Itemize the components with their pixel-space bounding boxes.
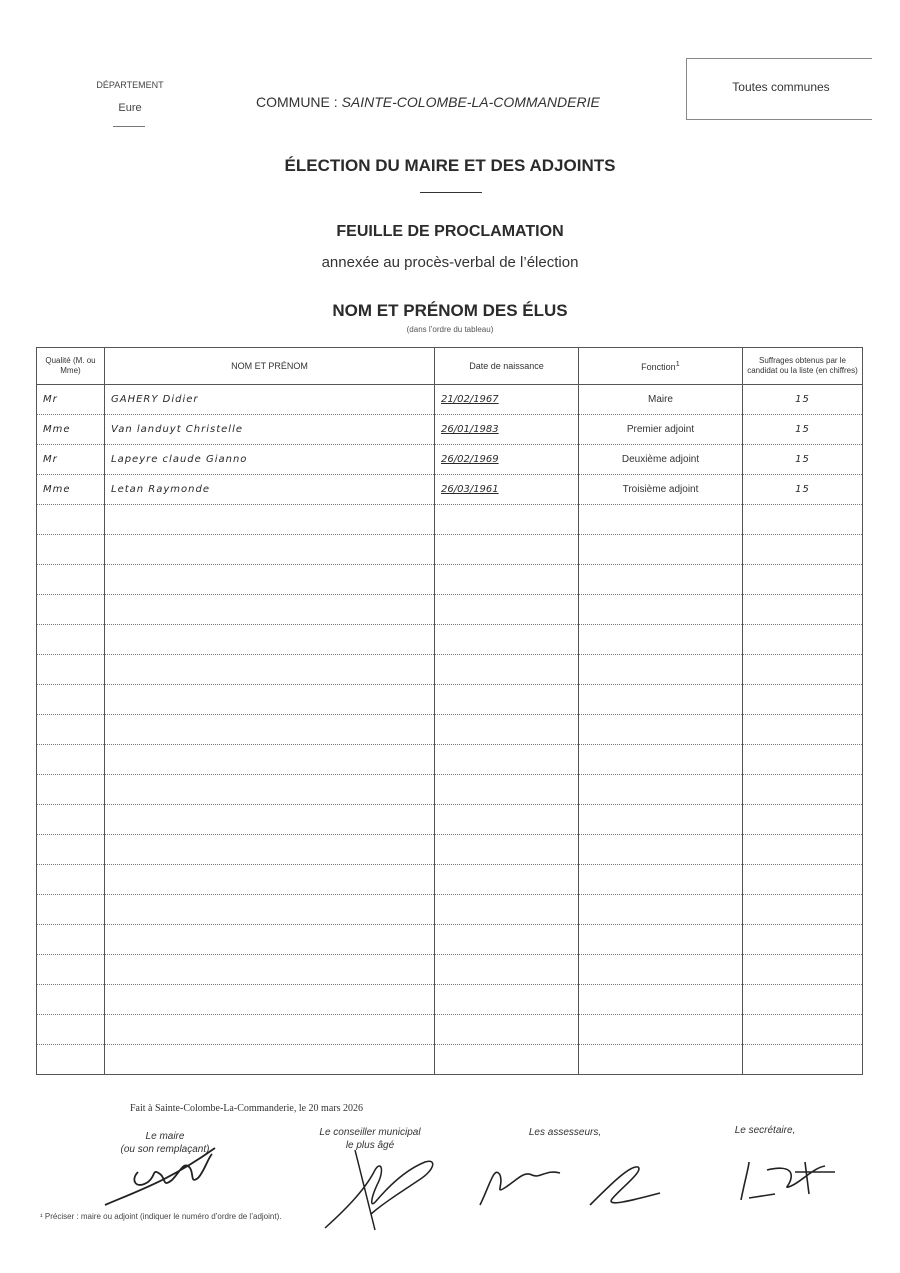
cell-quality: Mr xyxy=(37,385,105,415)
commune-name: SAINTE-COLOMBE-LA-COMMANDERIE xyxy=(341,94,600,110)
empty-table-row xyxy=(37,535,863,565)
empty-cell xyxy=(435,535,579,565)
empty-cell xyxy=(743,685,863,715)
empty-cell xyxy=(435,985,579,1015)
empty-table-row xyxy=(37,1045,863,1075)
assessors-label: Les assesseurs, xyxy=(528,1127,602,1138)
empty-cell xyxy=(105,1045,435,1075)
empty-table-row xyxy=(37,595,863,625)
empty-cell xyxy=(579,1045,743,1075)
cell-function: Maire xyxy=(579,385,743,415)
empty-cell xyxy=(743,1015,863,1045)
empty-cell xyxy=(743,865,863,895)
empty-cell xyxy=(37,805,105,835)
header-function xyxy=(579,348,743,385)
empty-cell xyxy=(105,865,435,895)
cell-birth: 21/02/1967 xyxy=(435,385,579,415)
empty-cell xyxy=(105,535,435,565)
empty-cell xyxy=(579,985,743,1015)
cell-name: Van landuyt Christelle xyxy=(105,415,435,445)
empty-cell xyxy=(579,685,743,715)
empty-cell xyxy=(743,835,863,865)
empty-table-row xyxy=(37,745,863,775)
empty-table-row xyxy=(37,505,863,535)
empty-cell xyxy=(105,715,435,745)
empty-cell xyxy=(435,685,579,715)
empty-cell xyxy=(105,925,435,955)
empty-cell xyxy=(37,625,105,655)
empty-cell xyxy=(435,1045,579,1075)
empty-cell xyxy=(37,775,105,805)
empty-table-row xyxy=(37,895,863,925)
empty-cell xyxy=(743,535,863,565)
department-underline xyxy=(113,126,145,127)
empty-cell xyxy=(37,565,105,595)
empty-cell xyxy=(579,595,743,625)
table-row xyxy=(37,475,863,505)
empty-cell xyxy=(37,835,105,865)
commune-label: COMMUNE : xyxy=(256,94,338,110)
table-row xyxy=(37,385,863,415)
councillor-subtitle: le plus âgé xyxy=(345,1140,395,1151)
empty-cell xyxy=(743,925,863,955)
title-divider xyxy=(420,192,482,193)
cell-quality: Mme xyxy=(37,415,105,445)
empty-cell xyxy=(579,895,743,925)
cell-birth: 26/02/1969 xyxy=(435,445,579,475)
empty-cell xyxy=(579,865,743,895)
empty-cell xyxy=(37,715,105,745)
empty-cell xyxy=(743,1045,863,1075)
empty-cell xyxy=(579,655,743,685)
header-quality: Qualité (M. ou Mme) xyxy=(37,348,105,385)
empty-cell xyxy=(37,865,105,895)
table-header-row xyxy=(37,348,863,385)
header-function-label: Fonction xyxy=(641,362,676,373)
cell-votes: 15 xyxy=(743,385,863,415)
empty-cell xyxy=(105,955,435,985)
empty-table-row xyxy=(37,685,863,715)
sheet-title: FEUILLE DE PROCLAMATION xyxy=(336,223,564,240)
header-birth: Date de naissance xyxy=(435,348,579,385)
empty-cell xyxy=(435,715,579,745)
empty-cell xyxy=(579,805,743,835)
empty-cell xyxy=(37,895,105,925)
cell-votes: 15 xyxy=(743,445,863,475)
empty-cell xyxy=(743,595,863,625)
empty-cell xyxy=(743,805,863,835)
empty-cell xyxy=(105,1015,435,1045)
empty-cell xyxy=(579,715,743,745)
empty-cell xyxy=(435,745,579,775)
empty-cell xyxy=(105,625,435,655)
empty-cell xyxy=(579,625,743,655)
empty-cell xyxy=(743,625,863,655)
empty-cell xyxy=(37,685,105,715)
table-row xyxy=(37,415,863,445)
cell-birth: 26/01/1983 xyxy=(435,415,579,445)
cell-name: Letan Raymonde xyxy=(105,475,435,505)
empty-cell xyxy=(435,565,579,595)
empty-table-row xyxy=(37,865,863,895)
empty-cell xyxy=(743,715,863,745)
empty-cell xyxy=(37,655,105,685)
empty-cell xyxy=(105,685,435,715)
empty-table-row xyxy=(37,625,863,655)
empty-cell xyxy=(435,925,579,955)
councillor-signature-icon xyxy=(315,1140,445,1235)
commune-line xyxy=(256,94,600,110)
councillor-title: Le conseiller municipal xyxy=(319,1127,421,1138)
empty-cell xyxy=(743,655,863,685)
empty-cell xyxy=(435,835,579,865)
assessors-signature-icon xyxy=(470,1145,680,1215)
empty-cell xyxy=(435,895,579,925)
empty-cell xyxy=(105,805,435,835)
empty-table-row xyxy=(37,775,863,805)
empty-cell xyxy=(579,925,743,955)
done-at-line: Fait à Sainte-Colombe-La-Commanderie, le 20 mars 2026 xyxy=(130,1103,363,1114)
empty-cell xyxy=(105,895,435,925)
empty-cell xyxy=(105,505,435,535)
empty-cell xyxy=(743,775,863,805)
empty-cell xyxy=(37,745,105,775)
empty-cell xyxy=(435,655,579,685)
empty-cell xyxy=(105,745,435,775)
empty-cell xyxy=(579,775,743,805)
empty-cell xyxy=(37,595,105,625)
mayor-signature-icon xyxy=(100,1140,240,1212)
cell-name: Lapeyre claude Gianno xyxy=(105,445,435,475)
empty-table-row xyxy=(37,715,863,745)
empty-cell xyxy=(435,775,579,805)
department-value: Eure xyxy=(118,102,142,114)
empty-cell xyxy=(579,565,743,595)
empty-table-row xyxy=(37,985,863,1015)
empty-cell xyxy=(743,985,863,1015)
cell-quality: Mr xyxy=(37,445,105,475)
empty-table-row xyxy=(37,565,863,595)
empty-cell xyxy=(105,775,435,805)
empty-table-row xyxy=(37,955,863,985)
empty-cell xyxy=(435,955,579,985)
empty-cell xyxy=(105,655,435,685)
empty-cell xyxy=(37,985,105,1015)
empty-cell xyxy=(579,535,743,565)
cell-function: Deuxième adjoint xyxy=(579,445,743,475)
elected-table xyxy=(36,347,863,1075)
empty-cell xyxy=(743,505,863,535)
empty-cell xyxy=(743,895,863,925)
department-label: DÉPARTEMENT xyxy=(96,80,164,90)
main-title: ÉLECTION DU MAIRE ET DES ADJOINTS xyxy=(284,156,616,175)
header-name: NOM ET PRÉNOM xyxy=(105,348,435,385)
empty-cell xyxy=(37,505,105,535)
empty-table-row xyxy=(37,655,863,685)
table-row xyxy=(37,445,863,475)
empty-cell xyxy=(743,745,863,775)
cell-function: Troisième adjoint xyxy=(579,475,743,505)
cell-birth: 26/03/1961 xyxy=(435,475,579,505)
cell-name: GAHERY Didier xyxy=(105,385,435,415)
annex-subtitle: annexée au procès-verbal de l’élection xyxy=(321,254,579,271)
cell-votes: 15 xyxy=(743,415,863,445)
commune-type-text: Toutes communes xyxy=(732,80,830,94)
empty-cell xyxy=(105,985,435,1015)
elected-names-title: NOM ET PRÉNOM DES ÉLUS xyxy=(332,301,568,320)
secretary-signature-icon xyxy=(735,1150,845,1210)
cell-votes: 15 xyxy=(743,475,863,505)
empty-cell xyxy=(435,865,579,895)
cell-quality: Mme xyxy=(37,475,105,505)
header-function-note: 1 xyxy=(675,359,680,369)
empty-cell xyxy=(105,565,435,595)
empty-cell xyxy=(435,505,579,535)
empty-table-row xyxy=(37,835,863,865)
empty-cell xyxy=(37,955,105,985)
empty-cell xyxy=(435,1015,579,1045)
empty-cell xyxy=(435,595,579,625)
cell-function: Premier adjoint xyxy=(579,415,743,445)
empty-cell xyxy=(579,505,743,535)
empty-cell xyxy=(579,1015,743,1045)
mayor-title: Le maire xyxy=(145,1131,185,1142)
empty-cell xyxy=(37,925,105,955)
footnote: ¹ Préciser : maire ou adjoint (indiquer le numéro d’ordre de l’adjoint). xyxy=(40,1212,282,1221)
empty-cell xyxy=(37,1015,105,1045)
empty-cell xyxy=(579,835,743,865)
empty-table-row xyxy=(37,805,863,835)
empty-cell xyxy=(105,835,435,865)
empty-cell xyxy=(743,955,863,985)
empty-table-row xyxy=(37,925,863,955)
empty-cell xyxy=(37,1045,105,1075)
secretary-label: Le secrétaire, xyxy=(734,1125,796,1136)
empty-cell xyxy=(435,625,579,655)
empty-table-row xyxy=(37,1015,863,1045)
empty-cell xyxy=(37,535,105,565)
empty-cell xyxy=(743,565,863,595)
mayor-subtitle: (ou son remplaçant) xyxy=(120,1144,210,1155)
empty-cell xyxy=(435,805,579,835)
header-votes: Suffrages obtenus par le candidat ou la liste (en chiffres) xyxy=(743,348,863,385)
empty-cell xyxy=(105,595,435,625)
order-note: (dans l’ordre du tableau) xyxy=(406,325,494,334)
empty-cell xyxy=(579,955,743,985)
empty-cell xyxy=(579,745,743,775)
